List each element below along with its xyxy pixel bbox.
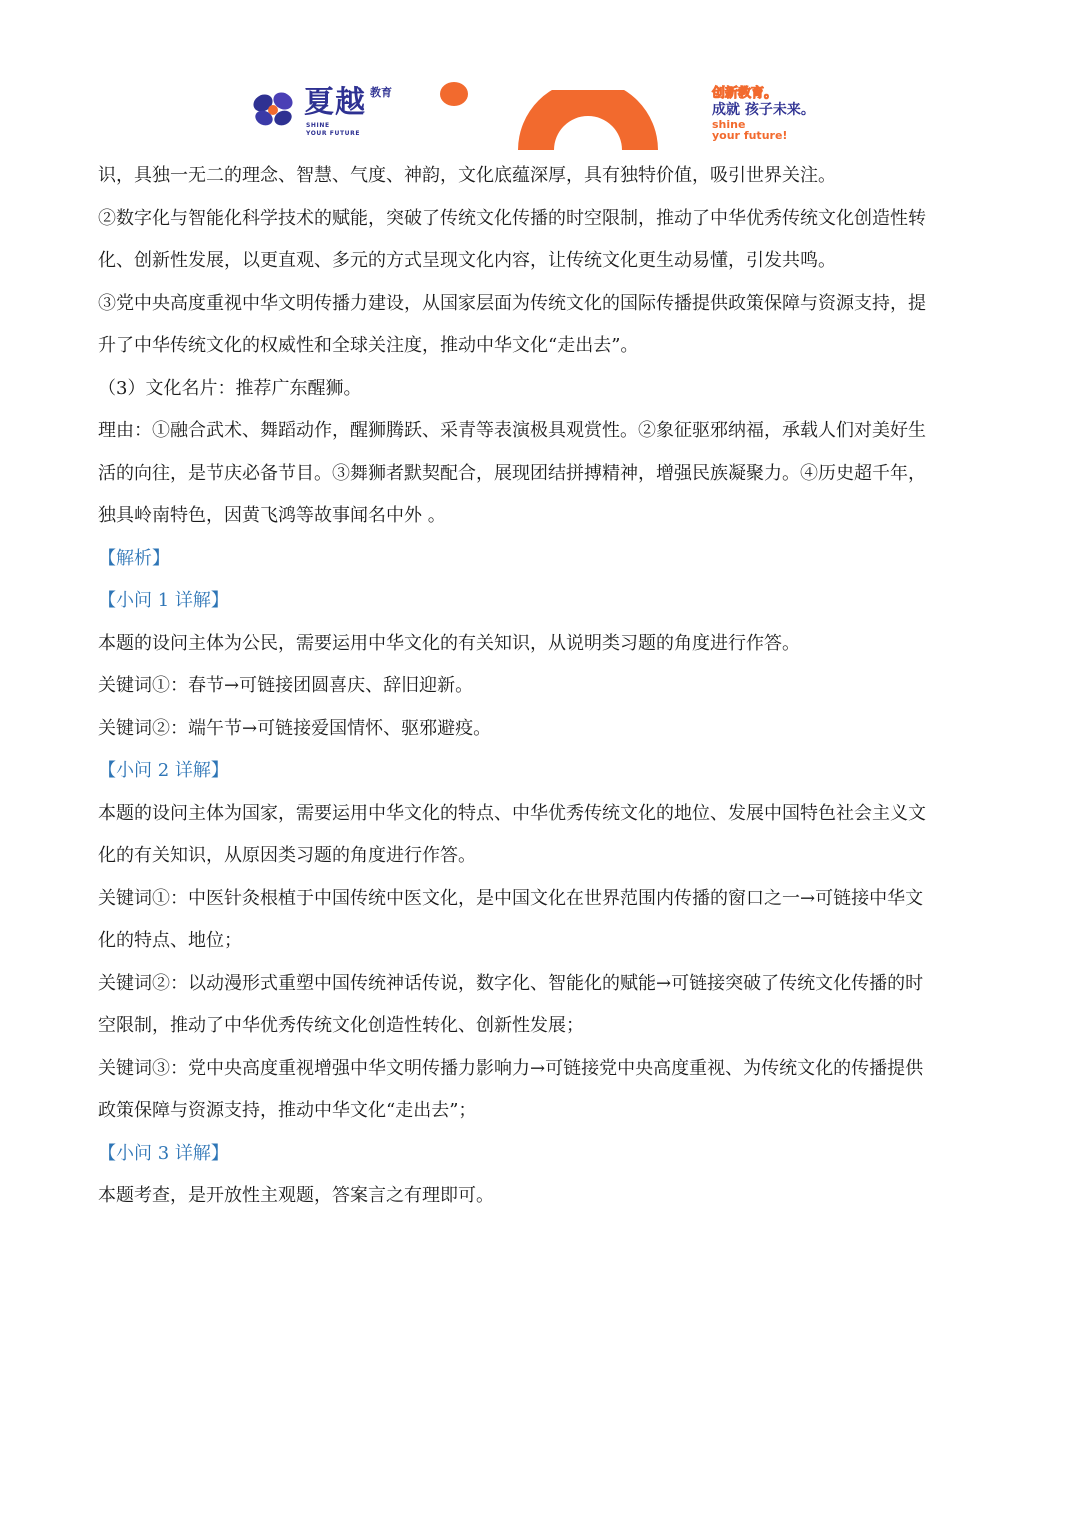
section-heading-q2: 【小问 2 详解】 [98,760,229,781]
text-line: 关键词②：以动漫形式重塑中国传统神话传说，数字化、智能化的赋能→可链接突破了传统文化传播的时 [98,972,924,994]
logo-english-line-2: YOUR FUTURE [306,130,361,137]
text-line: 关键词②：端午节→可链接爱国情怀、驱邪避疫。 [98,717,492,739]
slogan-line-1: 创新教育。 [712,86,778,101]
text-line: ②数字化与智能化科学技术的赋能，突破了传统文化传播的时空限制，推动了中华优秀传统文化创造性转 [98,207,926,229]
text-line: 本题的设问主体为国家，需要运用中华文化的特点、中华优秀传统文化的地位、发展中国特色社会主义文 [98,802,926,824]
slogan-line-3: shine [712,118,746,131]
header-slogan [712,86,852,141]
logo-english-tagline [306,122,386,138]
logo-english-line-1: SHINE [306,122,330,129]
text-line: 关键词①：中医针灸根植于中国传统中医文化，是中国文化在世界范围内传播的窗口之一→可链接中华文 [98,887,924,909]
orange-arch-decoration [518,90,658,150]
page-header [0,0,1080,150]
text-line: 识，具独一无二的理念、智慧、气度、神韵，文化底蕴深厚，具有独特价值，吸引世界关注。 [98,165,836,186]
text-line: 化的有关知识，从原因类习题的角度进行作答。 [98,845,476,866]
section-heading-analysis: 【解析】 [98,547,170,569]
section-heading-q1: 【小问 1 详解】 [98,590,229,611]
text-line: 化、创新性发展，以更直观、多元的方式呈现文化内容，让传统文化更生动易懂，引发共鸣。 [98,250,836,271]
logo-chinese-suffix: 教育 [370,86,392,99]
text-line: 关键词③：党中央高度重视增强中华文明传播力影响力→可链接党中央高度重视、为传统文化的传播提供 [98,1057,924,1079]
logo-chinese-name: 夏越 [304,85,366,120]
text-line: 升了中华传统文化的权威性和全球关注度，推动中华文化“走出去”。 [98,335,639,356]
slogan-line-2: 成就 孩子未来。 [712,102,815,118]
section-heading-q3: 【小问 3 详解】 [98,1142,229,1164]
slogan-line-4: your future! [712,129,788,142]
text-line: 独具岭南特色，因黄飞鸿等故事闻名中外 。 [98,505,446,526]
text-line: 化的特点、地位； [98,930,242,951]
flower-logo-icon [252,90,296,128]
text-line: 理由：①融合武术、舞蹈动作，醒狮腾跃、采青等表演极具观赏性。②象征驱邪纳福，承载人们对美好生 [98,420,926,441]
orange-dot-decoration [440,82,468,106]
text-line: ③党中央高度重视中华文明传播力建设，从国家层面为传统文化的国际传播提供政策保障与资源支持，提 [98,292,926,314]
document-body [98,155,978,1218]
brand-logo [252,84,402,140]
text-line: 本题的设问主体为公民，需要运用中华文化的有关知识，从说明类习题的角度进行作答。 [98,632,800,654]
text-line: 政策保障与资源支持，推动中华文化“走出去”； [98,1100,477,1121]
text-line: 活的向往，是节庆必备节目。③舞狮者默契配合，展现团结拼搏精神，增强民族凝聚力。④历史超千年， [98,462,926,484]
text-line: 本题考查，是开放性主观题，答案言之有理即可。 [98,1185,494,1206]
text-line: （3）文化名片：推荐广东醒狮。 [98,377,362,399]
text-line: 关键词①：春节→可链接团圆喜庆、辞旧迎新。 [98,675,474,696]
text-line: 空限制，推动了中华优秀传统文化创造性转化、创新性发展； [98,1015,584,1036]
